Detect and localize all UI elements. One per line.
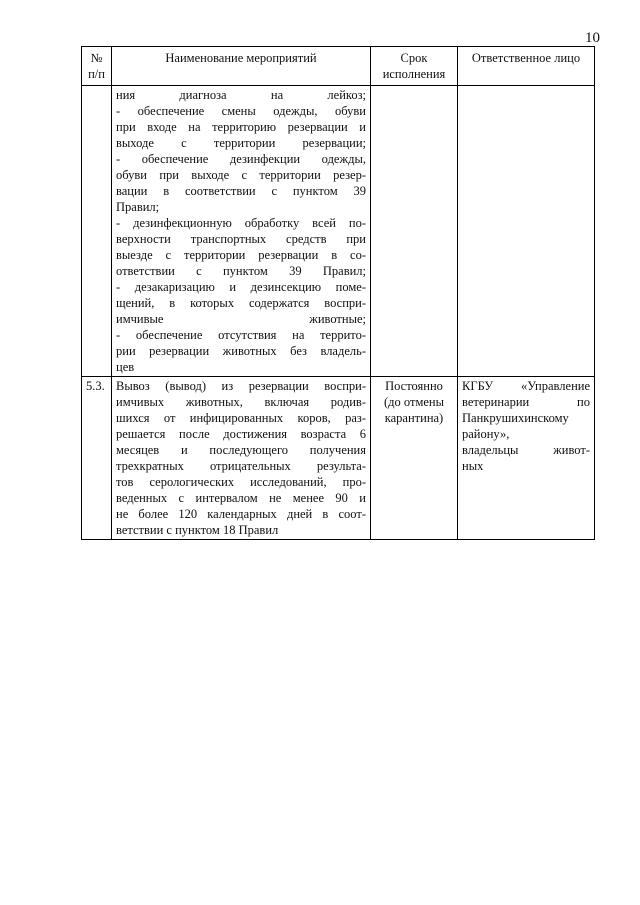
measure-text-line: ветствии с пунктом 18 Правил <box>116 523 279 537</box>
page-number: 10 <box>585 30 600 46</box>
measure-text-line: не более 120 календарных дней в соот- <box>116 507 366 521</box>
measure-text-line: ответствии с пунктом 39 Правил; <box>116 264 366 278</box>
responsible-text <box>458 377 595 540</box>
measure-text-line: рии резервации животных без владель- <box>116 344 366 358</box>
header-term <box>371 47 458 86</box>
header-number-line: № <box>90 51 103 65</box>
term-text <box>371 377 458 540</box>
term-text-line: Постоянно <box>385 379 443 393</box>
measure-text-line: трехкратных отрицательных результа- <box>116 459 366 473</box>
responsible-text-line: ветеринарии по <box>462 395 590 409</box>
header-name: Наименование мероприятий <box>112 47 371 86</box>
measure-text-line: тов серологических исследований, про- <box>116 475 366 489</box>
responsible-text-line: КГБУ «Управление <box>462 379 590 393</box>
table-row <box>82 377 595 540</box>
responsible-text-line: ных <box>462 459 484 473</box>
measure-text-line: - дезакаризацию и дезинсекцию поме- <box>116 280 366 294</box>
table-header-row <box>82 47 595 86</box>
measure-text-line: - обеспечение смены одежды, обуви <box>116 104 366 118</box>
term-text-line: (до отмены <box>384 395 444 409</box>
responsible-text-line: Панкрушихинскому <box>462 411 569 425</box>
measure-text-line: ния диагноза на лейкоз; <box>116 88 366 102</box>
measure-text-line: веденных с интервалом не менее 90 и <box>116 491 366 505</box>
header-responsible: Ответственное лицо <box>458 47 595 86</box>
measure-text-line: шихся от инфицированных коров, раз- <box>116 411 366 425</box>
term-text-line: карантина) <box>384 411 444 425</box>
measure-text-line: обуви при выходе с территории резер- <box>116 168 366 182</box>
measure-text-line: имчивых животных, включая родив- <box>116 395 366 409</box>
responsible-text-line: владельцы живот- <box>462 443 590 457</box>
measures-table <box>81 46 595 540</box>
header-number <box>82 47 112 86</box>
measure-text-line: Вывоз (вывод) из резервации воспри- <box>116 379 366 393</box>
measure-text-line: Правил; <box>116 200 160 214</box>
responsible-text-line: району», <box>462 427 510 441</box>
measure-text-line: при входе на территорию резервации и <box>116 120 366 134</box>
measure-text-line: выезде с территории резервации в со- <box>116 248 366 262</box>
measure-text-line: вации в соответствии с пунктом 39 <box>116 184 366 198</box>
header-term-line: исполнения <box>382 67 446 81</box>
measure-text-line: щений, в которых содержатся воспри- <box>116 296 366 310</box>
measure-text-line: решается после достижения возраста 6 <box>116 427 366 441</box>
responsible-text <box>458 86 595 377</box>
measure-text-line: месяцев и последующего получения <box>116 443 366 457</box>
header-term-line: Срок <box>400 51 428 65</box>
measure-text-line: верхности транспортных средств при <box>116 232 366 246</box>
table-row <box>82 86 595 377</box>
measure-text-line: - обеспечение отсутствия на террито- <box>116 328 366 342</box>
measure-text <box>112 377 371 540</box>
measure-text <box>112 86 371 377</box>
measure-text-line: - обеспечение дезинфекции одежды, <box>116 152 366 166</box>
measure-text-line: - дезинфекционную обработку всей по- <box>116 216 366 230</box>
measure-text-line: цев <box>116 360 135 374</box>
header-number-line: п/п <box>88 67 105 81</box>
term-text <box>371 86 458 377</box>
measure-text-line: имчивые животные; <box>116 312 366 326</box>
measure-text-line: выходе с территории резервации; <box>116 136 366 150</box>
row-number <box>82 86 112 377</box>
row-number: 5.3. <box>82 377 112 540</box>
